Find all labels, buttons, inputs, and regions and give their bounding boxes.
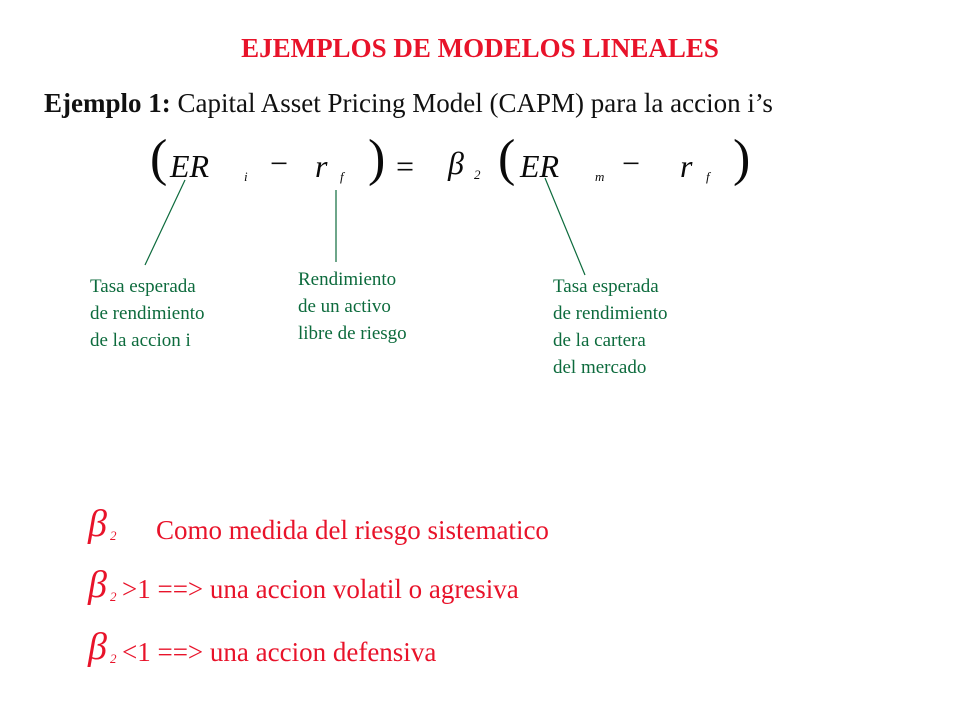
eq-er-1: ER <box>170 148 210 184</box>
eq-close-paren-2: ) <box>733 130 751 187</box>
annotation-line: del mercado <box>553 357 647 378</box>
annotation-line: Tasa esperada <box>90 276 196 297</box>
annotation-line: de la accion i <box>90 330 191 351</box>
connector-line-er-i <box>145 180 185 265</box>
annotation-expected-return-market <box>553 273 668 381</box>
eq-beta: β <box>448 145 464 181</box>
eq-minus-1: − <box>270 145 289 181</box>
beta-subscript: 2 <box>110 589 117 604</box>
eq-equals: = <box>396 148 415 184</box>
slide-title: EJEMPLOS DE MODELOS LINEALES <box>241 33 719 63</box>
eq-close-paren-1: ) <box>368 130 386 187</box>
eq-sub-2: 2 <box>474 167 481 182</box>
eq-open-paren-2: ( <box>498 130 516 187</box>
eq-sub-i: i <box>244 169 248 184</box>
example-label: Ejemplo 1: <box>44 88 171 118</box>
eq-sub-m: m <box>595 169 605 184</box>
beta-symbol: β <box>88 564 107 606</box>
annotation-line: de un activo <box>298 296 391 317</box>
beta-line-text: Como medida del riesgo sistematico <box>156 515 549 545</box>
eq-sub-f-2: f <box>706 169 710 184</box>
beta-symbol: β <box>88 503 107 545</box>
beta-subscript: 2 <box>110 651 117 666</box>
annotation-line: Tasa esperada <box>553 276 659 297</box>
annotation-line: de la cartera <box>553 330 646 351</box>
annotation-line: Rendimiento <box>298 269 397 290</box>
eq-open-paren-1: ( <box>150 130 168 187</box>
eq-sub-f-1: f <box>340 169 344 184</box>
eq-minus-2: − <box>622 145 641 181</box>
annotation-line: de rendimiento <box>90 303 205 324</box>
beta-symbol: β <box>88 626 107 668</box>
annotation-risk-free-rate <box>298 266 407 347</box>
eq-r-2: r <box>680 148 693 184</box>
beta-subscript: 2 <box>110 528 117 543</box>
annotation-line: libre de riesgo <box>298 323 407 344</box>
annotation-line: de rendimiento <box>553 303 668 324</box>
beta-line-text: <1 ==> una accion defensiva <box>122 637 437 667</box>
eq-r-1: r <box>315 148 328 184</box>
eq-er-2: ER <box>520 148 560 184</box>
connector-line-er-m <box>545 178 585 275</box>
annotation-expected-return-stock <box>90 273 205 354</box>
example-text: Capital Asset Pricing Model (CAPM) para la accion i’s <box>170 88 773 118</box>
beta-line-text: >1 ==> una accion volatil o agresiva <box>122 574 519 604</box>
